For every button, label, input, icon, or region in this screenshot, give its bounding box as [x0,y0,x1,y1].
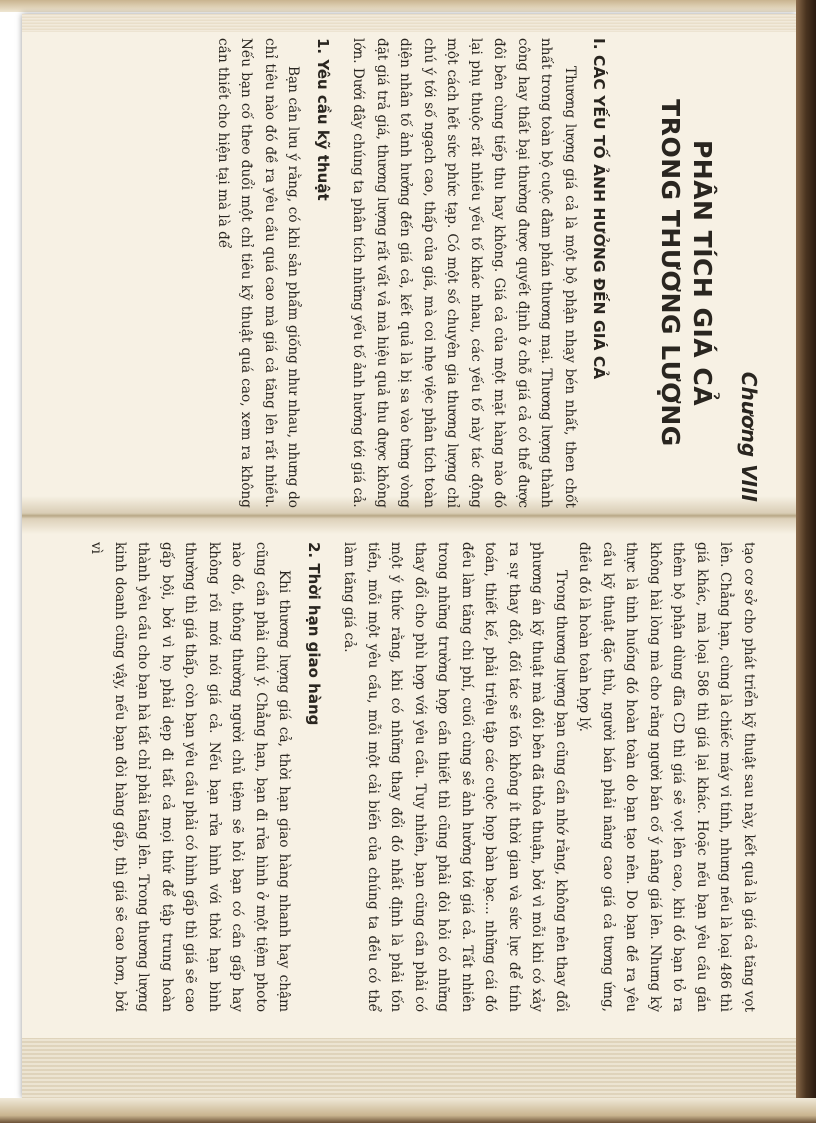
subsection-title-technical: 1. Yêu cầu kỹ thuật [314,38,332,201]
scan-right-edge [796,0,816,1123]
page-edges-top [22,14,796,32]
left-page [0,38,760,508]
subsection-title-delivery: 2. Thời hạn giao hàng [305,542,323,726]
delivery-paragraph: Khi thương lượng giá cả, thời hạn giao hàng nhanh hay chậm cũng cần phải chú ý. Chẳng hạn, bạn đi rửa hình ở một tiệm photo nào đó, thông thường người chủ tiệm sẽ hỏi bạn có cần gấp hay không rồi mới nói giá cả. Nếu bạn rửa hình với thời hạn bình thường thì giá thấp, còn bạn yêu cầu phải có hình gấp thì giá sẽ cao gấp bội, bởi vì họ phải dẹp đi tất cả mọi thứ để tập trung hoàn thành yêu cầu cho bạn hà tất chỉ phải tăng lên. Trong thương lượng kinh doanh cũng vậy, nếu bạn đòi hàng gấp, thì giá sẽ cao hơn, bởi vì [88,542,293,1012]
paragraph-technical-changes: Trong thương lượng bạn cũng cần nhớ rằng, không nên thay đổi phương án kỹ thuật mà đôi bên đã thỏa thuận, bởi vì mỗi khi có xảy ra sự thay đổi, đối tác sẽ tốn không ít thời gian và sức lực để tính toán, thiết kế, phải triệu tập các cuộc họp bàn bạc... những cái đó đều làm tăng chi phí, cuối cùng sẽ ảnh hưởng tới giá cả. Tất nhiên trong những trường hợp cần thiết thì cũng phải đòi hỏi có những thay đổi cho phù hợp với yêu cầu. Tuy nhiên, bạn cũng cần phải có một ý thức rằng, khi có những thay đổi đó nhất định là phải tốn tiền, mỗi một yêu cầu, mỗi một cải biến của chúng ta đều có thể làm tăng giá cả. [341,542,569,1012]
scan-top-edge [0,0,816,12]
chapter-title-line2: TRONG THƯƠNG LƯỢNG [656,99,686,447]
continuation-paragraph: tạo cơ sở cho phát triển kỹ thuật sau này, kết quả là giá cả tăng vọt lên. Chẳng hạn, cùng là chiếc máy vi tính, nhưng nếu là loại 486 thì giá khác, mà loại 586 thì giá lại khác. Hoặc nếu bạn yêu cầu gắn thêm bộ phận dùng đĩa CD thì giá sẽ vọt lên cao, khi đó bạn tỏ ra không hài lòng mà cho rằng người bán cố ý nâng giá lên. Nhưng kỳ thực là tình huống đó hoàn toàn do bạn tạo nên. Do bạn đề ra yêu cầu kỹ thuật đặc thù, người bán phải nâng cao giá cả tương ứng, điều đó là hoàn toàn hợp lý. [576,542,757,1012]
page-edges-bottom [22,1038,796,1098]
right-page [0,542,760,1012]
chapter-label: Chương VIII [737,371,761,502]
section-title: I. CÁC YẾU TỐ ẢNH HƯỞNG ĐẾN GIÁ CẢ [590,38,609,380]
technical-paragraph: Bạn cần lưu ý rằng, có khi sản phẩm giống như nhau, nhưng do chỉ tiêu nào đó đề ra yêu cầu quá cao mà giá cả tăng lên rất nhiều. Nếu bạn cố theo đuổi một chỉ tiêu kỹ thuật quá cao, xem ra không cần thiết cho hiện tại mà là để [215,38,302,508]
chapter-title [655,38,719,508]
scan-bottom-edge [0,1098,816,1123]
chapter-title-line1: PHÂN TÍCH GIÁ CẢ [688,139,718,407]
intro-paragraph: Thương lượng giá cả là một bộ phận nhạy bén nhất, then chốt nhất trong toàn bộ cuộc đàm phán thương mại. Thương lượng thành công hay thất bại thường được quyết định ở chỗ giá cả có thể được đôi bên cùng tiếp thu hay không. Giá cả của một mặt hàng nào đó lại phụ thuộc rất nhiều yếu tố khác nhau, các yếu tố này tác động một cách hết sức phức tạp. Có một số chuyên gia thương lượng chỉ chú ý tới số ngạch cao, thấp của giá, mà coi nhẹ việc phân tích toàn diện nhân tố ảnh hưởng đến giá cả, kết quả là bị sa vào từng vòng đặt giá trả giá, thương lượng rất vất vả mà hiệu quả thu được không lớn. Dưới đây chúng ta phân tích những yếu tố ảnh hưởng tới giá cả. [350,38,578,508]
